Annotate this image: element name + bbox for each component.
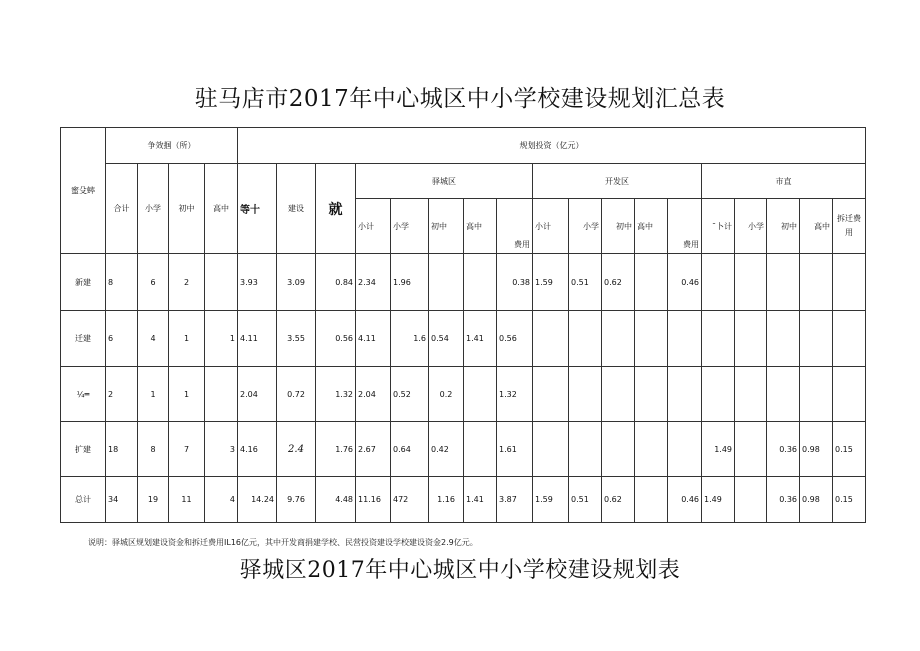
row-label: 总计 xyxy=(61,477,106,523)
cell: 0.38 xyxy=(497,254,533,311)
cell xyxy=(833,311,866,367)
cell xyxy=(602,311,635,367)
cell xyxy=(735,422,767,477)
cell: 11.16 xyxy=(356,477,391,523)
cell: 11 xyxy=(169,477,205,523)
cell xyxy=(735,254,767,311)
cell xyxy=(702,367,735,422)
cell xyxy=(635,254,668,311)
cell: 1.61 xyxy=(497,422,533,477)
cell: 0.54 xyxy=(429,311,464,367)
cell xyxy=(668,311,702,367)
cell xyxy=(635,477,668,523)
kaifa-primary-header: 小学 xyxy=(569,199,602,254)
table-row xyxy=(61,254,866,311)
cell: 0.56 xyxy=(316,311,356,367)
cell xyxy=(735,311,767,367)
cell: 0.62 xyxy=(602,477,635,523)
cell: 0.36 xyxy=(767,422,800,477)
region-kaifa-header: 开发区 xyxy=(533,164,702,199)
cell: 3.87 xyxy=(497,477,533,523)
cell: 0.84 xyxy=(316,254,356,311)
cell: 0.72 xyxy=(277,367,316,422)
cell: 3 xyxy=(205,422,238,477)
cell xyxy=(464,367,497,422)
cell xyxy=(635,367,668,422)
table-row xyxy=(61,422,866,477)
row-label: 新建 xyxy=(61,254,106,311)
cell: 2.04 xyxy=(238,367,277,422)
yicheng-senior-header: 高中 xyxy=(464,199,497,254)
cell xyxy=(429,254,464,311)
cell: 4 xyxy=(205,477,238,523)
shizhi-junior-header: 初中 xyxy=(767,199,800,254)
cell: 0.51 xyxy=(569,254,602,311)
cell: 0.64 xyxy=(391,422,429,477)
cell: 1.32 xyxy=(316,367,356,422)
page-title: 驻马店市2017年中心城区中小学校建设规划汇总表 xyxy=(194,86,726,112)
cell: 6 xyxy=(106,311,138,367)
cell: 1.49 xyxy=(702,477,735,523)
cell xyxy=(767,311,800,367)
cell: 1.41 xyxy=(464,477,497,523)
cell: 14.24 xyxy=(238,477,277,523)
construction-header: 建设 xyxy=(277,164,316,254)
cell: 1.59 xyxy=(533,254,569,311)
cell: 2 xyxy=(106,367,138,422)
cell: 1 xyxy=(169,367,205,422)
cell: 1 xyxy=(169,311,205,367)
relocation-header: 就 xyxy=(316,164,356,254)
subtitle: 驿城区2017年中心城区中小学校建设规划表 xyxy=(239,558,681,583)
cell: 9.76 xyxy=(277,477,316,523)
cell: 0.15 xyxy=(833,422,866,477)
cell xyxy=(602,367,635,422)
cell: 0.36 xyxy=(767,477,800,523)
cell xyxy=(735,477,767,523)
cell: 0.52 xyxy=(391,367,429,422)
cell xyxy=(767,254,800,311)
cell: 4.16 xyxy=(238,422,277,477)
cell xyxy=(800,367,833,422)
cell xyxy=(735,367,767,422)
cell xyxy=(635,422,668,477)
region-shizhi-header: 市直 xyxy=(702,164,866,199)
cell: 0.46 xyxy=(668,477,702,523)
cell xyxy=(205,254,238,311)
yicheng-junior-header: 初中 xyxy=(429,199,464,254)
cell: 19 xyxy=(138,477,169,523)
summary-table xyxy=(60,127,866,523)
cell xyxy=(767,367,800,422)
cell: 34 xyxy=(106,477,138,523)
category-header: 蜜殳蟀 xyxy=(61,128,106,254)
shizhi-primary-header: 小学 xyxy=(735,199,767,254)
cell: 1.76 xyxy=(316,422,356,477)
schools-total-header: 合计 xyxy=(106,164,138,254)
kaifa-senior-header: 高中 xyxy=(635,199,668,254)
table-row xyxy=(61,311,866,367)
cell xyxy=(668,367,702,422)
cell: 0.46 xyxy=(668,254,702,311)
cell xyxy=(833,367,866,422)
yicheng-fee-header: 费用 xyxy=(497,199,533,254)
table-row xyxy=(61,477,866,523)
kaifa-junior-header: 初中 xyxy=(602,199,635,254)
investment-group-header: 规划投资（亿元） xyxy=(238,128,866,164)
kaifa-fee-header: 费用 xyxy=(668,199,702,254)
row-label: ¼═ xyxy=(61,367,106,422)
shizhi-subtotal-header: ¯卜计 xyxy=(702,199,735,254)
cell: 0.62 xyxy=(602,254,635,311)
cell xyxy=(602,422,635,477)
schools-group-header: 争效掴（所） xyxy=(106,128,238,164)
footnote: 说明：驿城区规划建设资金和拆迁费用IL16亿元，其中开发商捐建学校、民营投资建设学校建设资金2.9亿元。 xyxy=(88,538,478,547)
cell: 0.51 xyxy=(569,477,602,523)
yicheng-subtotal-header: 小计 xyxy=(356,199,391,254)
cell: 8 xyxy=(106,254,138,311)
cell: 2.04 xyxy=(356,367,391,422)
cell xyxy=(569,367,602,422)
yicheng-primary-header: 小学 xyxy=(391,199,429,254)
cell xyxy=(464,254,497,311)
cell: 3.93 xyxy=(238,254,277,311)
cell xyxy=(833,254,866,311)
schools-primary-header: 小学 xyxy=(138,164,169,254)
cell xyxy=(800,311,833,367)
cell: 4.11 xyxy=(356,311,391,367)
cell xyxy=(533,367,569,422)
investment-total-header: 等十 xyxy=(238,164,277,254)
cell: 0.56 xyxy=(497,311,533,367)
cell: 3.09 xyxy=(277,254,316,311)
cell: 0.98 xyxy=(800,422,833,477)
cell xyxy=(800,254,833,311)
cell: 7 xyxy=(169,422,205,477)
cell: 0.15 xyxy=(833,477,866,523)
cell: 1.41 xyxy=(464,311,497,367)
shizhi-senior-header: 高中 xyxy=(800,199,833,254)
cell xyxy=(205,367,238,422)
cell: 3.55 xyxy=(277,311,316,367)
row-label: 迁建 xyxy=(61,311,106,367)
cell: 1 xyxy=(138,367,169,422)
cell: 2.67 xyxy=(356,422,391,477)
cell: 4.11 xyxy=(238,311,277,367)
cell: 1.16 xyxy=(429,477,464,523)
cell: 1.6 xyxy=(391,311,429,367)
cell xyxy=(635,311,668,367)
region-yicheng-header: 驿城区 xyxy=(356,164,533,199)
table-row xyxy=(61,367,866,422)
cell: 472 xyxy=(391,477,429,523)
cell xyxy=(533,422,569,477)
cell: 4.48 xyxy=(316,477,356,523)
cell: 18 xyxy=(106,422,138,477)
row-label: 扩建 xyxy=(61,422,106,477)
cell xyxy=(702,311,735,367)
cell xyxy=(569,422,602,477)
shizhi-fee-header: 拆迁费用 xyxy=(833,199,866,254)
cell: 6 xyxy=(138,254,169,311)
schools-senior-header: 高中 xyxy=(205,164,238,254)
cell: 1.96 xyxy=(391,254,429,311)
cell: 2.34 xyxy=(356,254,391,311)
cell: 0.42 xyxy=(429,422,464,477)
cell xyxy=(569,311,602,367)
cell xyxy=(533,311,569,367)
cell: 2 xyxy=(169,254,205,311)
cell: 0.2 xyxy=(429,367,464,422)
cell: 1.49 xyxy=(702,422,735,477)
kaifa-subtotal-header: 小计 xyxy=(533,199,569,254)
cell: 1.32 xyxy=(497,367,533,422)
cell xyxy=(702,254,735,311)
schools-junior-header: 初中 xyxy=(169,164,205,254)
cell xyxy=(464,422,497,477)
cell: 2.4 xyxy=(277,422,316,477)
cell: 0.98 xyxy=(800,477,833,523)
cell: 1.59 xyxy=(533,477,569,523)
cell: 8 xyxy=(138,422,169,477)
cell: 1 xyxy=(205,311,238,367)
cell: 4 xyxy=(138,311,169,367)
cell xyxy=(668,422,702,477)
